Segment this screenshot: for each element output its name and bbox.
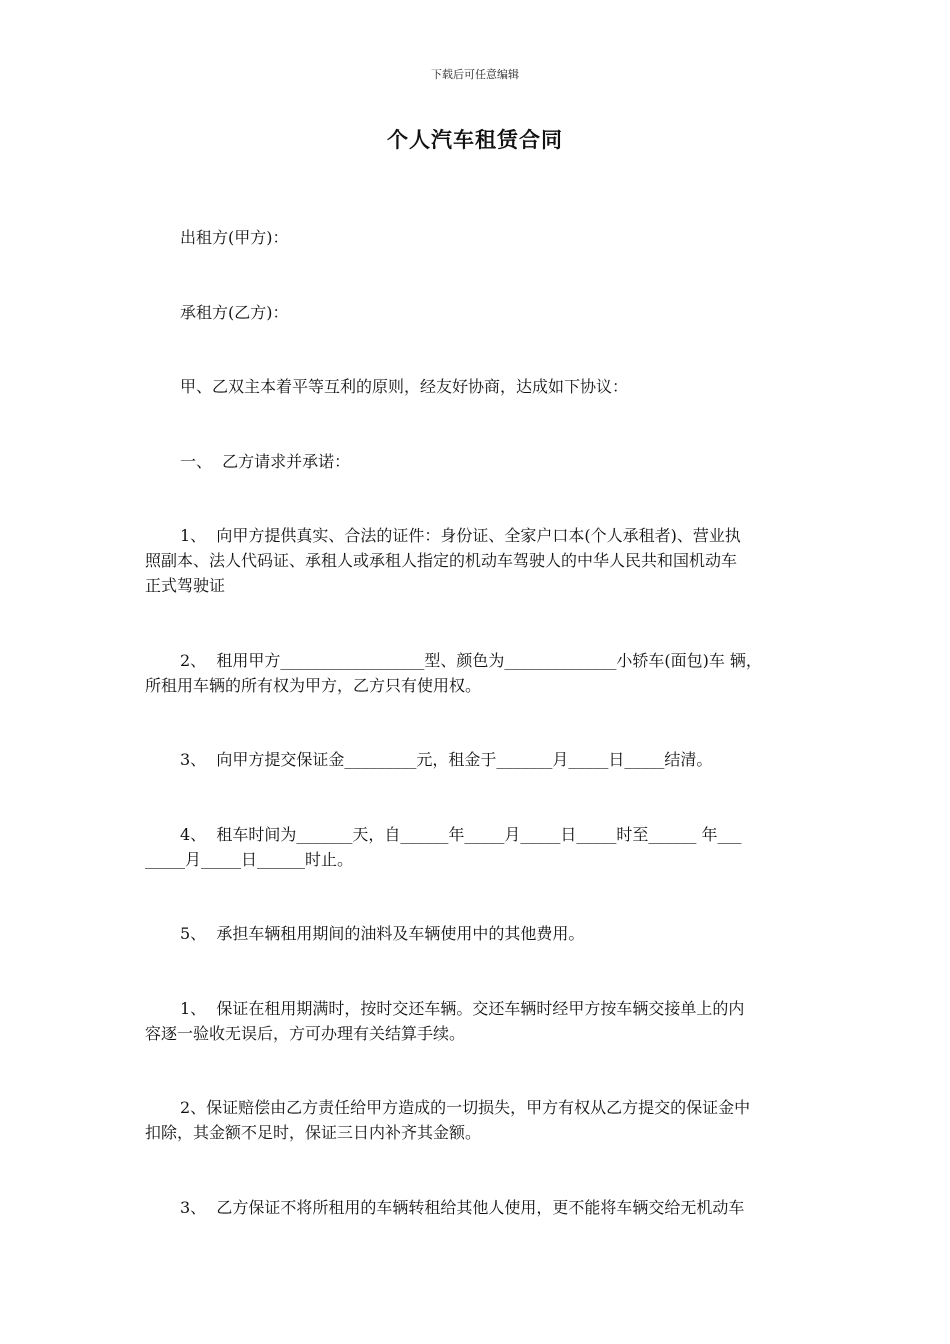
clause-line: 1、 保证在租用期满时，按时交还车辆。交还车辆时经甲方按车辆交接单上的内 — [180, 999, 745, 1018]
agreement-intro: 甲、乙双主本着平等互利的原则，经友好协商，达成如下协议： — [180, 377, 629, 396]
clause-line: _____月_____日______时止。 — [145, 850, 354, 869]
document-title: 个人汽车租赁合同 — [387, 127, 563, 152]
clause-line: 所租用车辆的所有权为甲方，乙方只有使用权。 — [145, 676, 482, 695]
clause-line: 2、保证赔偿由乙方责任给甲方造成的一切损失，甲方有权从乙方提交的保证金中 — [180, 1098, 751, 1117]
clause-line: 2、 租用甲方__________________型、颜色为______________小轿车(面包)车 辆， — [180, 651, 762, 670]
clause-1-3: 3、 向甲方提交保证金_________元，租金于_______月_____日_____结清。 — [180, 750, 713, 769]
clause-line: 4、 租车时间为_______天，自______年_____月_____日_____时至______ 年___ — [180, 825, 742, 844]
lessor-line: 出租方(甲方)： — [180, 228, 289, 247]
lessee-line: 承租方(乙方)： — [180, 303, 289, 322]
clause-line: 1、 向甲方提供真实、合法的证件：身份证、全家户口本(个人承租者)、营业执 — [180, 526, 741, 545]
clause-line: 正式驾驶证 — [145, 576, 226, 595]
clause-2-3: 3、 乙方保证不将所租用的车辆转租给其他人使用，更不能将车辆交给无机动车 — [180, 1198, 745, 1217]
header-note: 下载后可任意编辑 — [431, 68, 519, 81]
clause-line: 照副本、法人代码证、承租人或承租人指定的机动车驾驶人的中华人民共和国机动车 — [145, 551, 738, 570]
clause-line: 扣除，其金额不足时，保证三日内补齐其金额。 — [145, 1123, 482, 1142]
section-heading-1: 一、 乙方请求并承诺： — [180, 452, 351, 471]
clause-1-5: 5、 承担车辆租用期间的油料及车辆使用中的其他费用。 — [180, 924, 585, 943]
clause-line: 容逐一验收无误后，方可办理有关结算手续。 — [145, 1024, 466, 1043]
